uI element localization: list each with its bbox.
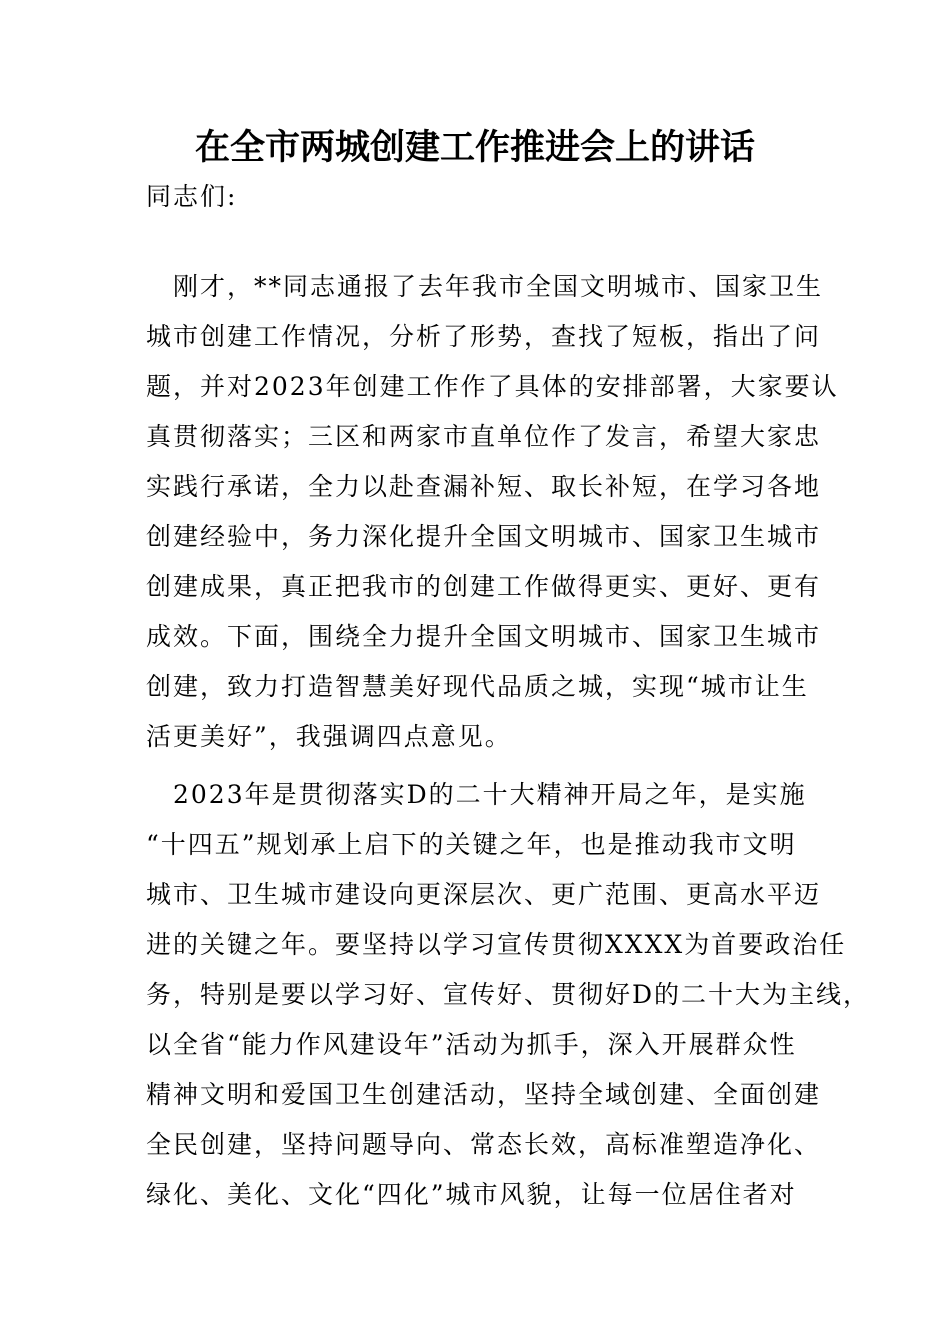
paragraph-line: 题，并对2023年创建工作作了具体的安排部署，大家要认 — [146, 372, 839, 401]
paragraph-line: 精神文明和爱国卫生创建活动，坚持全域创建、全面创建 — [146, 1080, 822, 1109]
paragraph-line: 城市、卫生城市建设向更深层次、更广范围、更高水平迈 — [146, 880, 822, 909]
paragraph-line: 创建经验中，务力深化提升全国文明城市、国家卫生城市 — [146, 522, 822, 551]
paragraph-line: 创建，致力打造智慧美好现代品质之城，实现“城市让生 — [146, 672, 809, 701]
paragraph-line: 实践行承诺，全力以赴查漏补短、取长补短，在学习各地 — [146, 472, 822, 501]
paragraph-line: 活更美好”，我强调四点意见。 — [146, 722, 512, 751]
paragraph-line: 城市创建工作情况，分析了形势，查找了短板，指出了问 — [146, 322, 822, 351]
paragraph-1 — [146, 262, 839, 762]
paragraph-line: 以全省“能力作风建设年”活动为抓手，深入开展群众性 — [146, 1030, 797, 1059]
paragraph-line: “十四五”规划承上启下的关键之年，也是推动我市文明 — [146, 830, 797, 859]
paragraph-line: 务，特别是要以学习好、宣传好、贯彻好D的二十大为主线， — [146, 980, 871, 1009]
paragraph-line: 真贯彻落实；三区和两家市直单位作了发言，希望大家忠 — [146, 422, 822, 451]
paragraph-line: 创建成果，真正把我市的创建工作做得更实、更好、更有 — [146, 572, 822, 601]
greeting-line: 同志们: — [146, 182, 238, 211]
paragraph-line: 全民创建，坚持问题导向、常态长效，高标准塑造净化、 — [146, 1130, 822, 1159]
paragraph-line: 进的关键之年。要坚持以学习宣传贯彻XXXX为首要政治任 — [146, 930, 847, 959]
paragraph-line: 刚才，**同志通报了去年我市全国文明城市、国家卫生 — [146, 272, 824, 301]
paragraph-line: 绿化、美化、文化“四化”城市风貌，让每一位居住者对 — [146, 1180, 797, 1209]
paragraph-line: 2023年是贯彻落实D的二十大精神开局之年，是实施 — [146, 780, 807, 809]
greeting — [146, 172, 811, 222]
paragraph-2 — [146, 770, 871, 1220]
document-title: 在全市两城创建工作推进会上的讲话 — [194, 127, 755, 168]
paragraph-line: 成效。下面，围绕全力提升全国文明城市、国家卫生城市 — [146, 622, 822, 651]
